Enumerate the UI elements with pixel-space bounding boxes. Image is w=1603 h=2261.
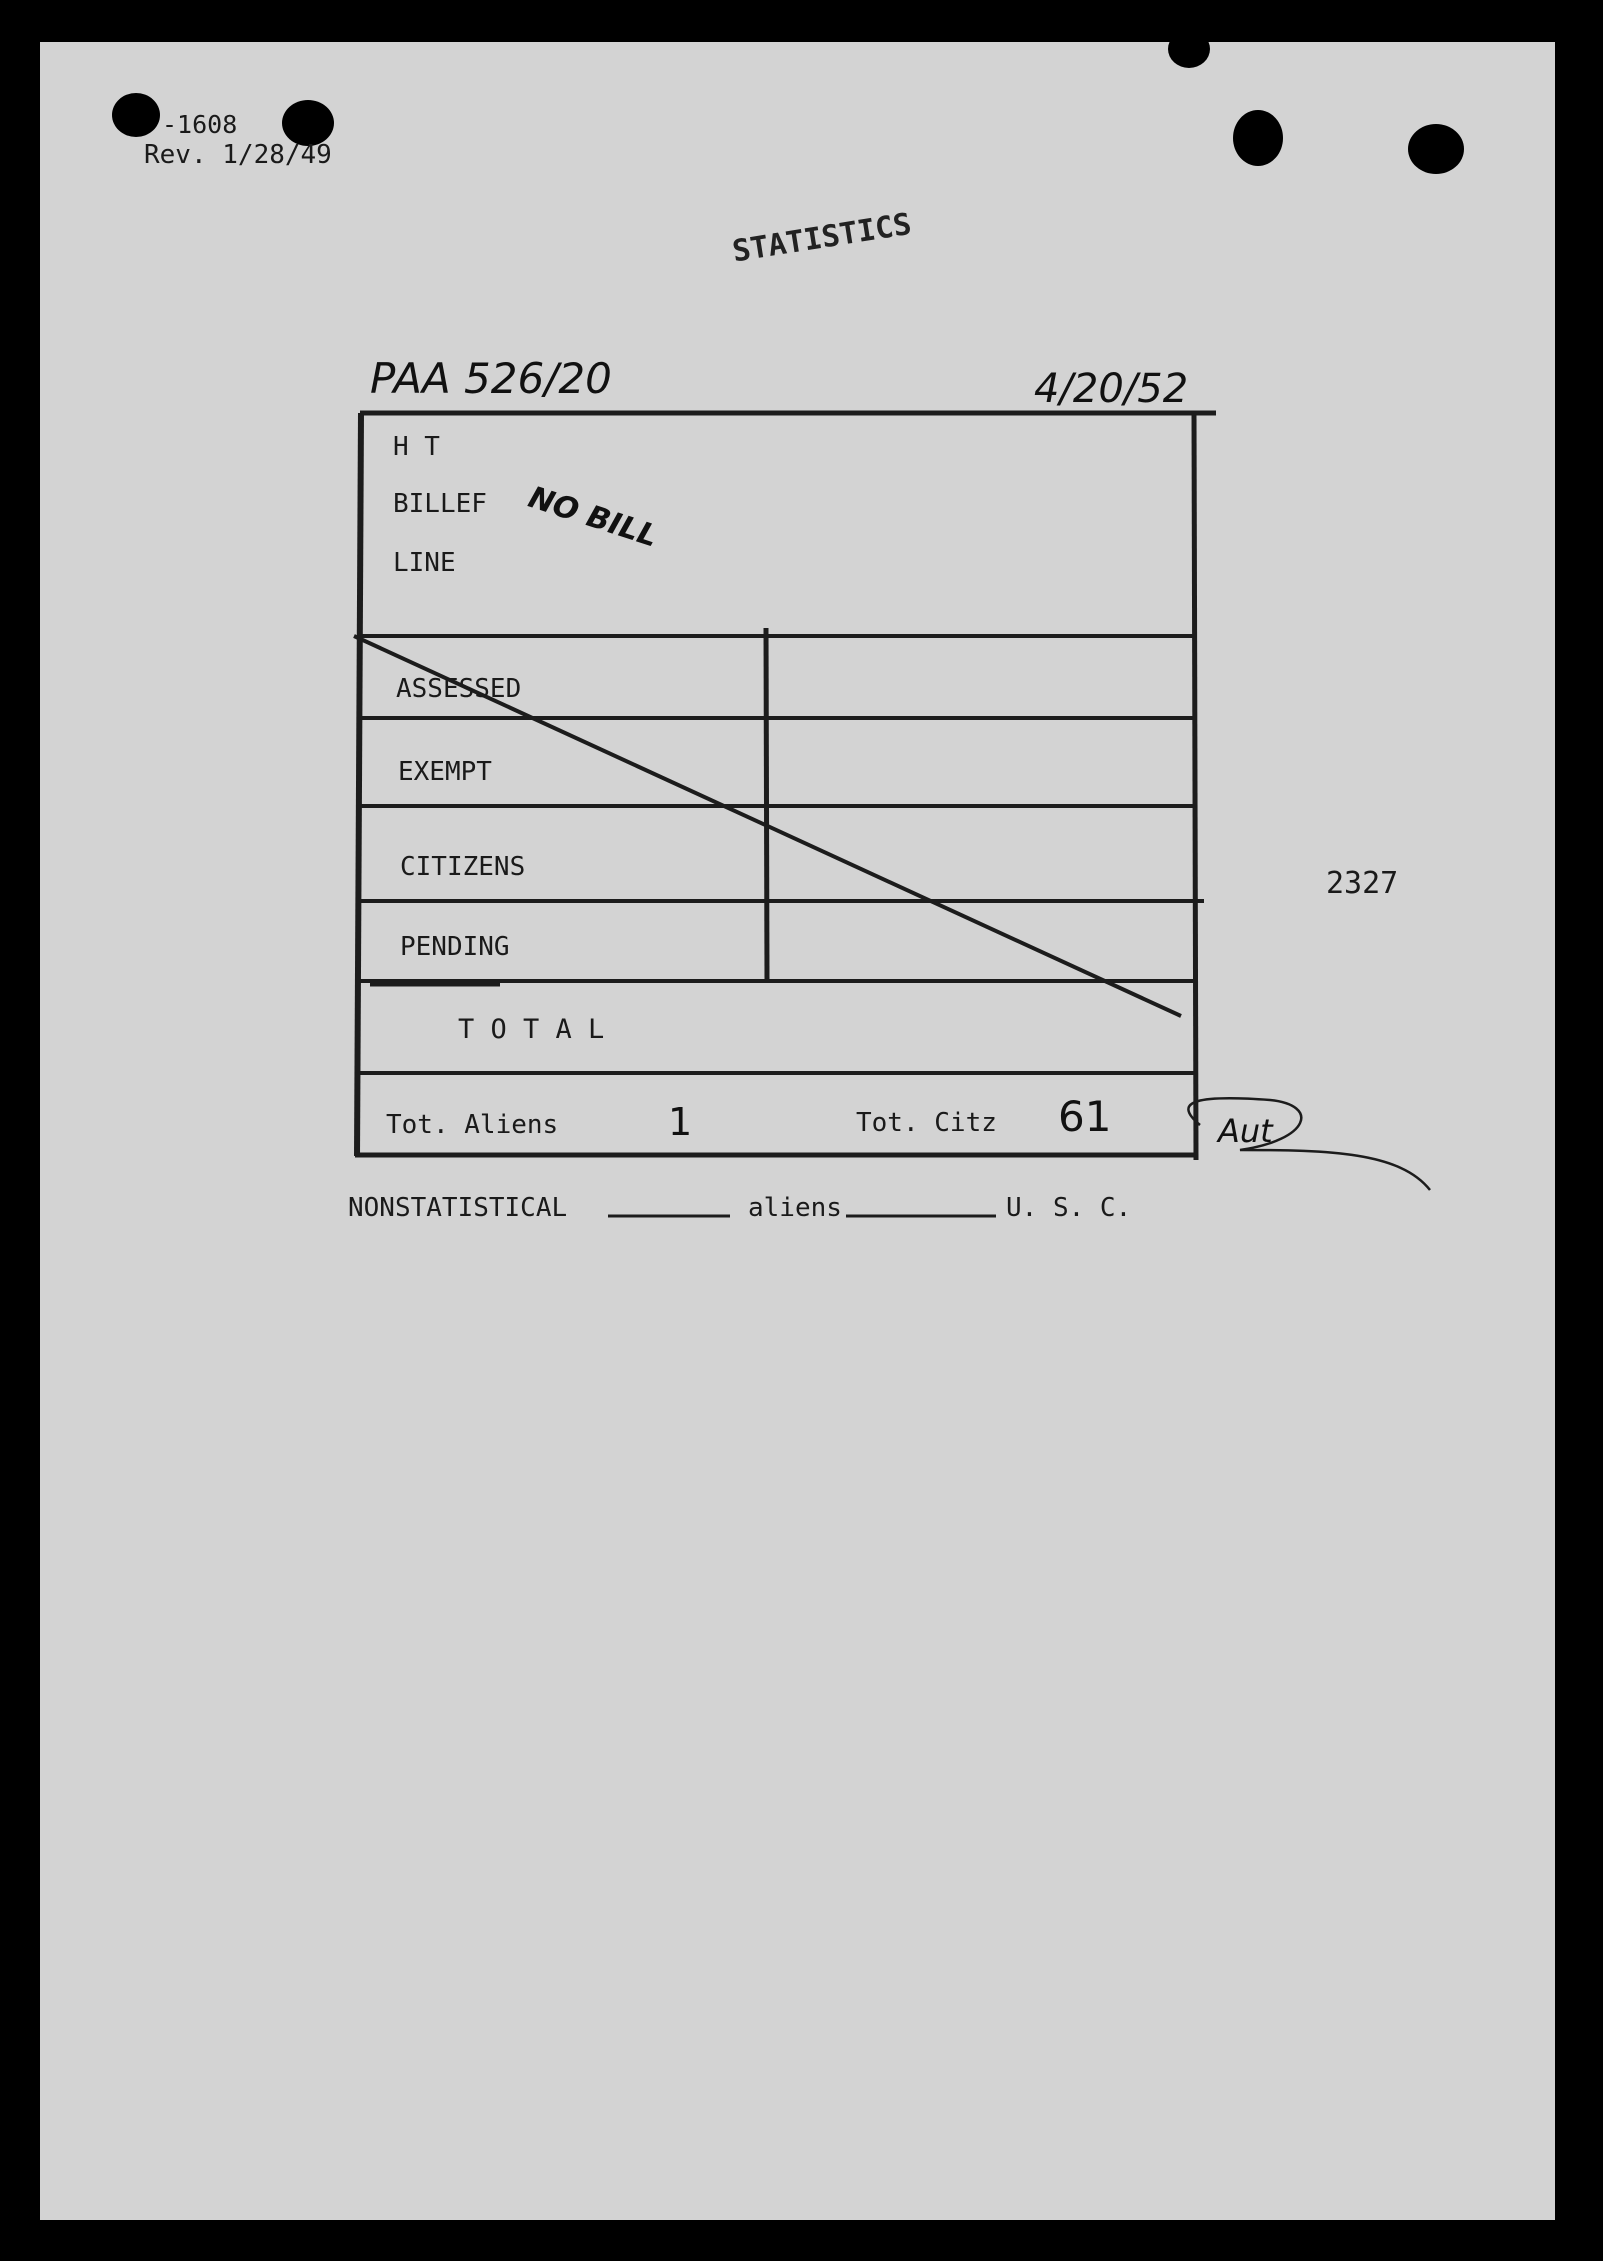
form-number: -1608	[162, 110, 238, 139]
tot-citz-label: Tot. Citz	[856, 1108, 997, 1138]
aliens-label: aliens	[748, 1193, 842, 1223]
tot-citz-value: 61	[1058, 1092, 1112, 1141]
tot-aliens-label: Tot. Aliens	[386, 1110, 559, 1140]
statistics-stamp: STATISTICS	[730, 206, 914, 270]
handwritten-date: 4/20/52	[1034, 366, 1189, 412]
nonstatistical-label: NONSTATISTICAL	[348, 1193, 568, 1223]
handwritten-file-number: PAA 526/20	[370, 354, 612, 403]
tot-aliens-value: 1	[668, 1100, 693, 1144]
label-line: LINE	[393, 548, 456, 578]
label-billef: BILLEF	[393, 489, 487, 519]
handwritten-initials: Aut	[1218, 1112, 1273, 1150]
row-pending: PENDING	[400, 932, 510, 962]
row-citizens: CITIZENS	[400, 852, 526, 882]
revision-date: Rev. 1/28/49	[144, 140, 332, 170]
row-exempt: EXEMPT	[398, 757, 492, 787]
usc-label: U. S. C.	[1006, 1193, 1132, 1223]
no-bill-stamp: NO BILL	[524, 480, 662, 555]
total-label: T O T A L	[458, 1014, 605, 1045]
side-number: 2327	[1326, 866, 1399, 901]
label-ht: H T	[393, 432, 440, 462]
row-assessed: ASSESSED	[396, 674, 522, 704]
